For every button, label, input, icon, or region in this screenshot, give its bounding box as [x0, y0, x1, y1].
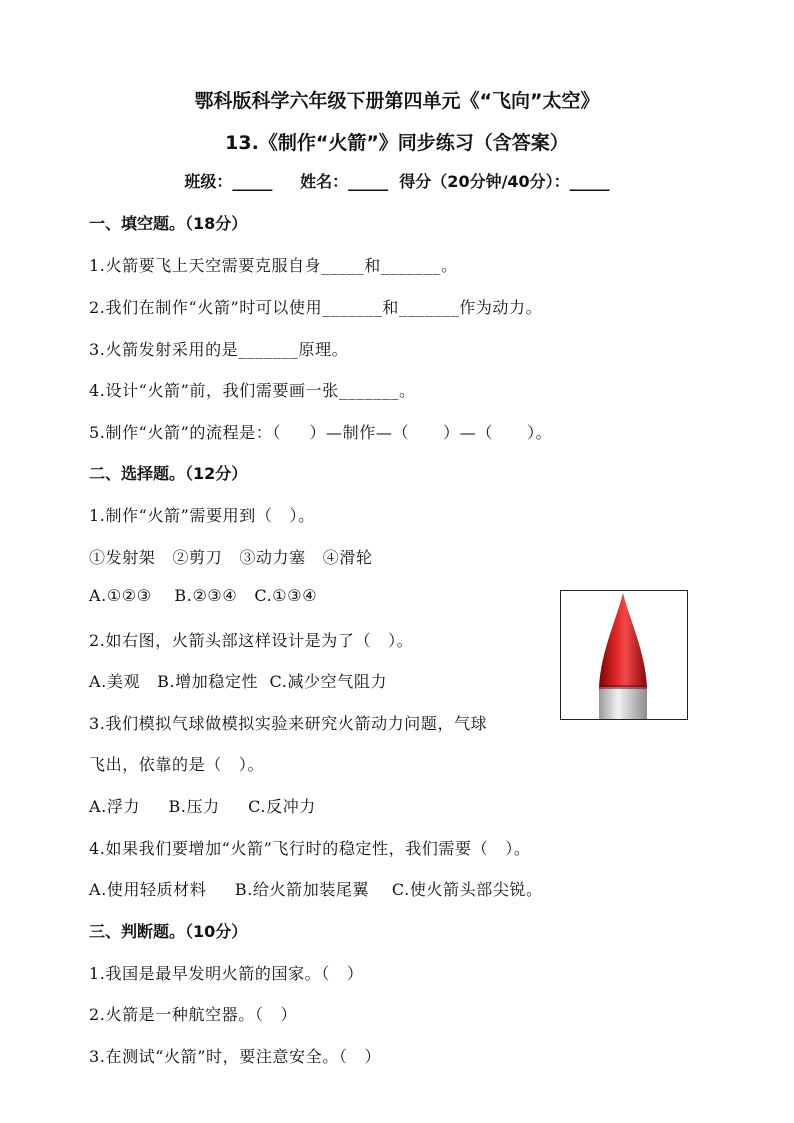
choice-question-1-items: ①发射架 ②剪刀 ③动力塞 ④滑轮 [89, 548, 373, 567]
choice-question-3-line-1: 3.我们模拟气球做模拟实验来研究火箭动力问题，气球 [89, 714, 488, 733]
choice-question-1-options: A.①②③ B.②③④ C.①③④ [89, 586, 318, 605]
choice-question-4: 4.如果我们要增加“火箭”飞行时的稳定性，我们需要（ ）。 [89, 839, 531, 858]
section-choice-heading: 二、选择题。（12分） [89, 464, 248, 483]
lesson-title: 13.《制作“火箭”》同步练习（含答案） [225, 132, 569, 154]
fill-question-2: 2.我们在制作“火箭”时可以使用_______和_______作为动力。 [89, 298, 543, 317]
judge-question-2: 2.火箭是一种航空器。（ ） [89, 1005, 298, 1024]
judge-question-1: 1.我国是最早发明火箭的国家。（ ） [89, 964, 364, 983]
choice-question-2-options: A.美观 B.增加稳定性 C.减少空气阻力 [89, 672, 388, 691]
judge-question-3: 3.在测试“火箭”时，要注意安全。（ ） [89, 1047, 382, 1066]
section-judge-heading: 三、判断题。（10分） [89, 922, 248, 941]
student-info-line: 班级：_____ 姓名：_____ 得分（20分钟/40分）：_____ [184, 172, 610, 191]
fill-question-5: 5.制作“火箭”的流程是：（ ）—制作—（ ）—（ ）。 [89, 423, 553, 442]
worksheet-title: 鄂科版科学六年级下册第四单元《“飞向”太空》 [194, 90, 600, 112]
fill-question-1: 1.火箭要飞上天空需要克服自身_____和_______。 [89, 256, 458, 275]
fill-question-4: 4.设计“火箭”前，我们需要画一张_______。 [89, 381, 416, 400]
choice-question-3-line-2: 飞出，依靠的是（ ）。 [89, 755, 265, 774]
choice-question-3-options: A.浮力 B.压力 C.反冲力 [89, 797, 316, 816]
fill-question-3: 3.火箭发射采用的是_______原理。 [89, 340, 349, 359]
choice-question-1: 1.制作“火箭”需要用到（ ）。 [89, 506, 315, 525]
section-fill-heading: 一、填空题。（18分） [89, 214, 248, 233]
rocket-nose-icon [561, 591, 687, 719]
choice-question-2: 2.如右图，火箭头部这样设计是为了（ ）。 [89, 631, 414, 650]
rocket-nose-image [560, 590, 688, 720]
choice-question-4-options: A.使用轻质材料 B.给火箭加装尾翼 C.使火箭头部尖锐。 [89, 880, 543, 899]
